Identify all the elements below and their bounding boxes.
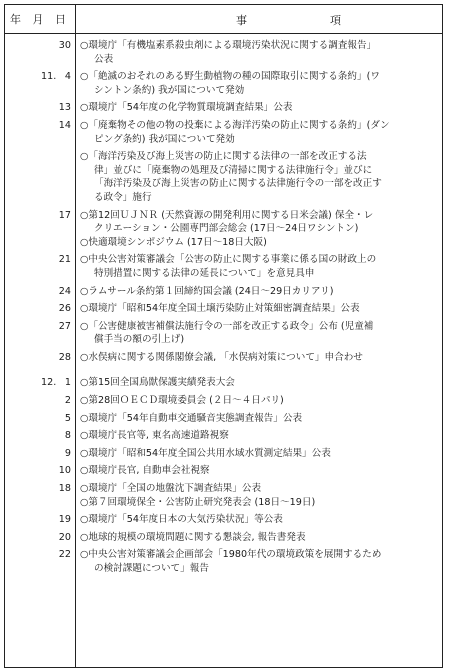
row-spacer	[5, 576, 442, 580]
event-cell	[75, 464, 442, 478]
event-text-line: ○水俣病に関する関係閣僚会議, 「水俣病対策について」申合わせ	[80, 351, 363, 363]
event-cell	[75, 209, 442, 250]
event-text-line: ○「海洋汚染及び海上災害の防止に関する法律の一部を改正する法	[80, 151, 367, 163]
event-text-line: クリエーション・公園専門部会総会 (17日～24日ワシントン)	[94, 223, 359, 235]
event-text-line: 特別措置に関する法律の延長について」を意見具申	[94, 267, 315, 279]
table-row	[5, 119, 442, 146]
event-text-line: シントン条約) 我が国について発効	[94, 84, 245, 96]
event-text-line: ○環境庁「54年度日本の大気汚染状況」等公表	[80, 514, 283, 526]
event-cell	[75, 482, 442, 509]
table-row	[5, 320, 442, 347]
day-label: 8	[64, 430, 71, 442]
event-text-line: 「海洋汚染及び海上災害の防止に関する法律施行令の一部を改正す	[94, 178, 382, 190]
event-text-line: ○第７回環境保全・公害防止研究発表会 (18日～19日)	[80, 496, 316, 508]
chronology-table	[4, 4, 443, 668]
event-cell	[75, 302, 442, 316]
date-cell	[5, 412, 75, 426]
event-cell	[75, 253, 442, 280]
day-label: 26	[58, 303, 71, 315]
event-text-line: ○中央公害対策審議会企画部会「1980年代の環境政策を展開するため	[80, 549, 382, 561]
event-cell	[75, 548, 442, 575]
day-label: 1	[64, 377, 71, 389]
event-cell	[75, 394, 442, 408]
table-row	[5, 302, 442, 316]
date-cell	[5, 429, 75, 443]
day-label: 4	[64, 71, 71, 83]
date-cell	[5, 302, 75, 316]
month-label: 11.	[41, 71, 57, 83]
table-row	[5, 447, 442, 461]
day-label: 28	[58, 351, 71, 363]
day-label: 9	[64, 447, 71, 459]
table-row	[5, 285, 442, 299]
event-cell	[75, 513, 442, 527]
date-cell	[5, 119, 75, 146]
event-text-line: ○快適環境シンポジウム (17日～18日大阪)	[80, 236, 267, 248]
event-cell	[75, 150, 442, 204]
table-row	[5, 101, 442, 115]
table-row	[5, 209, 442, 250]
event-cell	[75, 351, 442, 365]
table-row	[5, 513, 442, 527]
day-label: 18	[58, 483, 71, 495]
event-text-line: ○環境庁「昭和54年度全国公共用水域水質測定結果」公表	[80, 447, 331, 459]
date-cell	[5, 209, 75, 250]
event-text-line: ○環境庁「54年自動車交通騒音実態調査報告」公表	[80, 412, 303, 424]
day-label: 17	[58, 209, 71, 221]
date-cell	[5, 531, 75, 545]
event-text-line: ○第15回全国鳥獣保護実績発表大会	[80, 377, 235, 389]
date-cell	[5, 482, 75, 509]
event-text-line: ○環境庁「54年度の化学物質環境調査結果」公表	[80, 102, 293, 114]
event-cell	[75, 101, 442, 115]
table-row	[5, 482, 442, 509]
event-text-line: ○環境庁「有機塩素系殺虫剤による環境汚染状況に関する調査報告」	[80, 40, 377, 51]
event-cell	[75, 376, 442, 390]
table-row	[5, 548, 442, 575]
event-text-line: 公表	[94, 53, 114, 65]
event-cell	[75, 39, 442, 66]
table-row	[5, 429, 442, 443]
date-cell	[5, 150, 75, 204]
month-gap	[5, 368, 442, 376]
table-row	[5, 39, 442, 66]
event-text-line: ○環境庁「昭和54年度全国土壌汚染防止対策細密調査結果」公表	[80, 303, 360, 315]
table-row	[5, 464, 442, 478]
day-label: 2	[64, 395, 71, 407]
event-text-line: ○「公害健康被害補償法施行令の一部を改正する政令」公布 (児童補	[80, 320, 374, 332]
table-row	[5, 351, 442, 365]
event-header-char-2: 項	[330, 14, 341, 27]
event-text-line: ○ラムサール条約第１回締約国会議 (24日～29日カリアリ)	[80, 285, 334, 297]
event-cell	[75, 285, 442, 299]
date-cell	[5, 394, 75, 408]
event-cell	[75, 429, 442, 443]
date-cell	[5, 320, 75, 347]
event-cell	[75, 119, 442, 146]
event-text-line: 律」並びに「廃棄物の処理及び清掃に関する法律施行令」並びに	[94, 164, 373, 176]
table-row	[5, 394, 442, 408]
date-cell	[5, 548, 75, 575]
date-cell	[5, 464, 75, 478]
day-label: 10	[58, 465, 71, 477]
date-cell	[5, 351, 75, 365]
event-text-line: ○環境庁「全国の地盤沈下調査結果」公表	[80, 483, 262, 495]
date-cell	[5, 376, 75, 390]
day-label: 24	[58, 285, 71, 297]
day-label: 19	[58, 514, 71, 526]
date-cell	[5, 253, 75, 280]
event-text-line: ○第12回ＵＪＮＲ (天然資源の開発利用に関する日米会議) 保全・レ	[80, 209, 374, 221]
day-label: 22	[58, 549, 71, 561]
event-text-line: ○「絶滅のおそれのある野生動植物の種の国際取引に関する条約」(ワ	[80, 71, 380, 83]
day-label: 21	[58, 254, 71, 266]
event-cell	[75, 531, 442, 545]
table-row	[5, 376, 442, 390]
event-text-line: ○第28回ＯＥＣＤ環境委員会 (２日～４日パリ)	[80, 395, 284, 407]
event-cell	[75, 320, 442, 347]
day-label: 27	[58, 320, 71, 332]
date-cell	[5, 513, 75, 527]
event-cell	[75, 447, 442, 461]
date-cell	[5, 101, 75, 115]
event-text-line: ○「廃棄物その他の物の投棄による海洋汚染の防止に関する条約」(ダン	[80, 119, 390, 131]
month-label: 12.	[41, 377, 57, 389]
day-label: 14	[58, 119, 71, 131]
event-text-line: ○地球的規模の環境問題に関する懇談会, 報告書発表	[80, 531, 306, 543]
date-cell	[5, 39, 75, 66]
event-cell	[75, 70, 442, 97]
table-row	[5, 70, 442, 97]
date-column-header: 年 月 日	[5, 5, 76, 33]
date-cell	[5, 70, 75, 97]
event-text-line: る政令」施行	[94, 191, 152, 203]
table-header	[5, 5, 442, 34]
event-text-line: 償手当の額の引上げ)	[94, 334, 185, 346]
event-text-line: ○環境庁長官, 自動車会社視察	[80, 465, 210, 477]
event-column-header	[76, 5, 442, 33]
event-text-line: ピング条約) 我が国について発効	[94, 133, 235, 145]
table-body	[5, 39, 442, 667]
day-label: 5	[64, 412, 71, 424]
day-label: 30	[58, 40, 71, 51]
table-row	[5, 253, 442, 280]
event-header-char-1: 事	[236, 14, 247, 27]
table-row	[5, 412, 442, 426]
day-label: 13	[58, 102, 71, 114]
event-text-line: の検討課題について」報告	[94, 563, 209, 574]
event-text-line: ○環境庁長官等, 東名高速道路視察	[80, 430, 229, 442]
date-cell	[5, 447, 75, 461]
table-row	[5, 150, 442, 204]
day-label: 20	[58, 531, 71, 543]
date-cell	[5, 285, 75, 299]
table-row	[5, 531, 442, 545]
event-cell	[75, 412, 442, 426]
event-text-line: ○中央公害対策審議会「公害の防止に関する事業に係る国の財政上の	[80, 254, 377, 266]
